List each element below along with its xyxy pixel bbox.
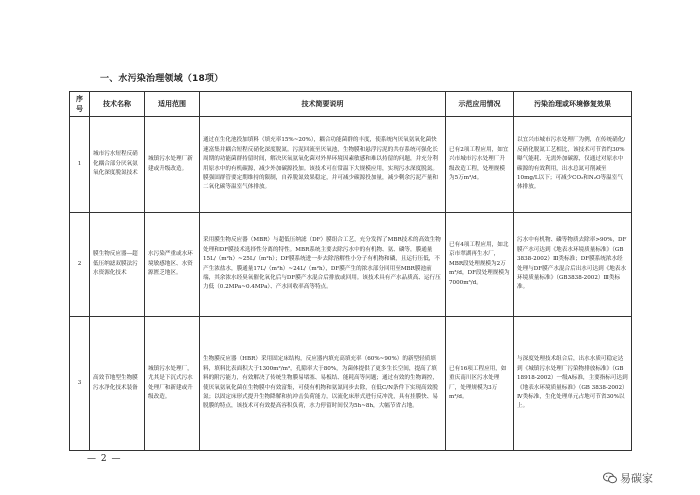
row-description: 采用膜生物反应器（MBR）与超低压纳滤（DF）膜组合工艺，充分发挥了MBR技术的高效生物处理和DF膜技术选择性分离的特性。MBR系统主要去除污水中的有机物、氨、磷等，膜通量15L/（m²h）~25L/（m²h）；DF膜系统进一步去除溶解性小分子有机物和磷，且运行压低，不产生浓盐水，膜通量17L/（m²h）~24L/（m²h），DF膜产生的浓水部分回用至MBR膜池前端，其余浓水经臭氧催化氧化后与DF膜产水混合后排放或回用。该技术具有产水品质高、运行压力低（0.2MPa~0.4MPa）、产水回收率高等特点。 xyxy=(200,213,446,317)
watermark xyxy=(603,470,653,486)
row-effect: 以宜兴市城市污水处理厂为例，在传统硝化/反硝化脱氮工艺相比，该技术可节省约30%曝气能耗、无需外加碳源，仅通过对原水中碳源的有效利用，出水总氮可削减至10mg/L以下；可减少CO₂和N₂O等温室气体排放。 xyxy=(514,117,632,213)
row-demo: 已有4项工程应用，如北京市翠湖再生水厂，MBR段处理规模为2万m³/d，DF段处理规模为7000m³/d。 xyxy=(446,213,514,317)
table-row xyxy=(70,213,632,317)
table-header-row xyxy=(70,92,632,117)
row-no: 1 xyxy=(70,117,90,213)
watermark-text: 易碳家 xyxy=(620,472,653,485)
row-description: 生物膜反应器（HBR）采用固定床结构，反应器内填充高填充率（60%~90%）的新型轻质填料，填料比表面积大于1300m²/m³，孔隙率大于80%，为菌体提供了更多生长空间，提高了填料的附污能力，有效解决了传统生物膜易堵塞、易板结、能耗高等问题；通过有效的生物调控，使厌氧氨氧化菌在生物膜中有效富集，可使有机物和氨氮同步去除，在低C/N条件下实现高效脱氮；以固定床形式提升生物降解和抗冲击负荷能力，以流化床形式进行反冲洗，具有挂膜快、易脱膜的特点，该技术可有效提高容积负荷，水力停留时间仅为5h~8h，大幅节省占地。 xyxy=(200,317,446,451)
row-scope: 城镇污水处理厂新建或升级改造。 xyxy=(145,117,200,213)
table-row xyxy=(70,117,632,213)
row-description: 通过在生化池投加填料（填充率15%~20%），耦合功能菌群的丰度，使系统内厌氧氨氧化菌快速富集并耦合短程反硝化深度脱氮。污泥回流至厌氧池，生物膜和悬浮污泥的共存系统可强化长周期的功能菌群持留时间，解决厌氧氨氧化菌对外界环境因素敏感和难以持留的问题，并充分利用原水中的有机碳源，减少外加碳源投加。该技术可在常温下大规模应用，实现污水深度脱氮。膜强固群管要定期维持的限制，自养脱氮效果稳定，并可减少碳源投加量，减少剩余污泥产量和二氧化碳等温室气体排放。 xyxy=(200,117,446,213)
section-title: 一、水污染治理领域（18项） xyxy=(100,74,224,84)
row-effect: 污水中有机物、磷等物质去除率>90%，DF膜产水可达到《地表水环境质量标准》（GB 3838-2002）Ⅲ类标准；DF膜系统浓水经处理与DF膜产水混合后出水可达到《地表水环境质量标准》（GB3838-2002）Ⅲ类标准。 xyxy=(514,213,632,317)
header-effect: 污染治理或环境修复效果 xyxy=(514,92,632,117)
page-number: — 2 — xyxy=(87,454,122,464)
header-demo: 示范应用情况 xyxy=(446,92,514,117)
header-no: 序号 xyxy=(70,92,90,117)
header-scope: 适用范围 xyxy=(145,92,200,117)
header-tech-name: 技术名称 xyxy=(90,92,145,117)
row-tech-name: 高效节地型生物膜污水净化技术装备 xyxy=(90,317,145,451)
row-scope: 水污染严重或水环境敏感地区、水资源匮乏地区。 xyxy=(145,213,200,317)
row-scope: 城镇污水处理厂，尤其是下沉式污水处理厂和新建或升级改造。 xyxy=(145,317,200,451)
technology-table xyxy=(69,91,632,451)
row-tech-name: 城市污水短程反硝化耦合部分厌氧氨氧化深度脱氮技术 xyxy=(90,117,145,213)
row-no: 2 xyxy=(70,213,90,317)
header-description: 技术简要说明 xyxy=(200,92,446,117)
table-row xyxy=(70,317,632,451)
row-demo: 已有2项工程应用，如宜兴市城市污水处理厂升级改造工程，处理规模为5万m³/d。 xyxy=(446,117,514,213)
row-effect: 与深度处理技术组合后，出水水质可稳定达到《城镇污水处理厂污染物排放标准》（GB 18918-2002）一级A标准，主要指标可达到《地表水环境质量标准》（GB 3838-2002）Ⅳ类标准，生化处理单元占地可节省30%以上。 xyxy=(514,317,632,451)
row-no: 3 xyxy=(70,317,90,451)
row-demo: 已有16项工程应用，如重庆南川区污水处理厂，处理规模为3万m³/d。 xyxy=(446,317,514,451)
row-tech-name: 膜生物反应器—超低压纳滤双膜法污水资源化技术 xyxy=(90,213,145,317)
wechat-icon xyxy=(603,472,617,484)
